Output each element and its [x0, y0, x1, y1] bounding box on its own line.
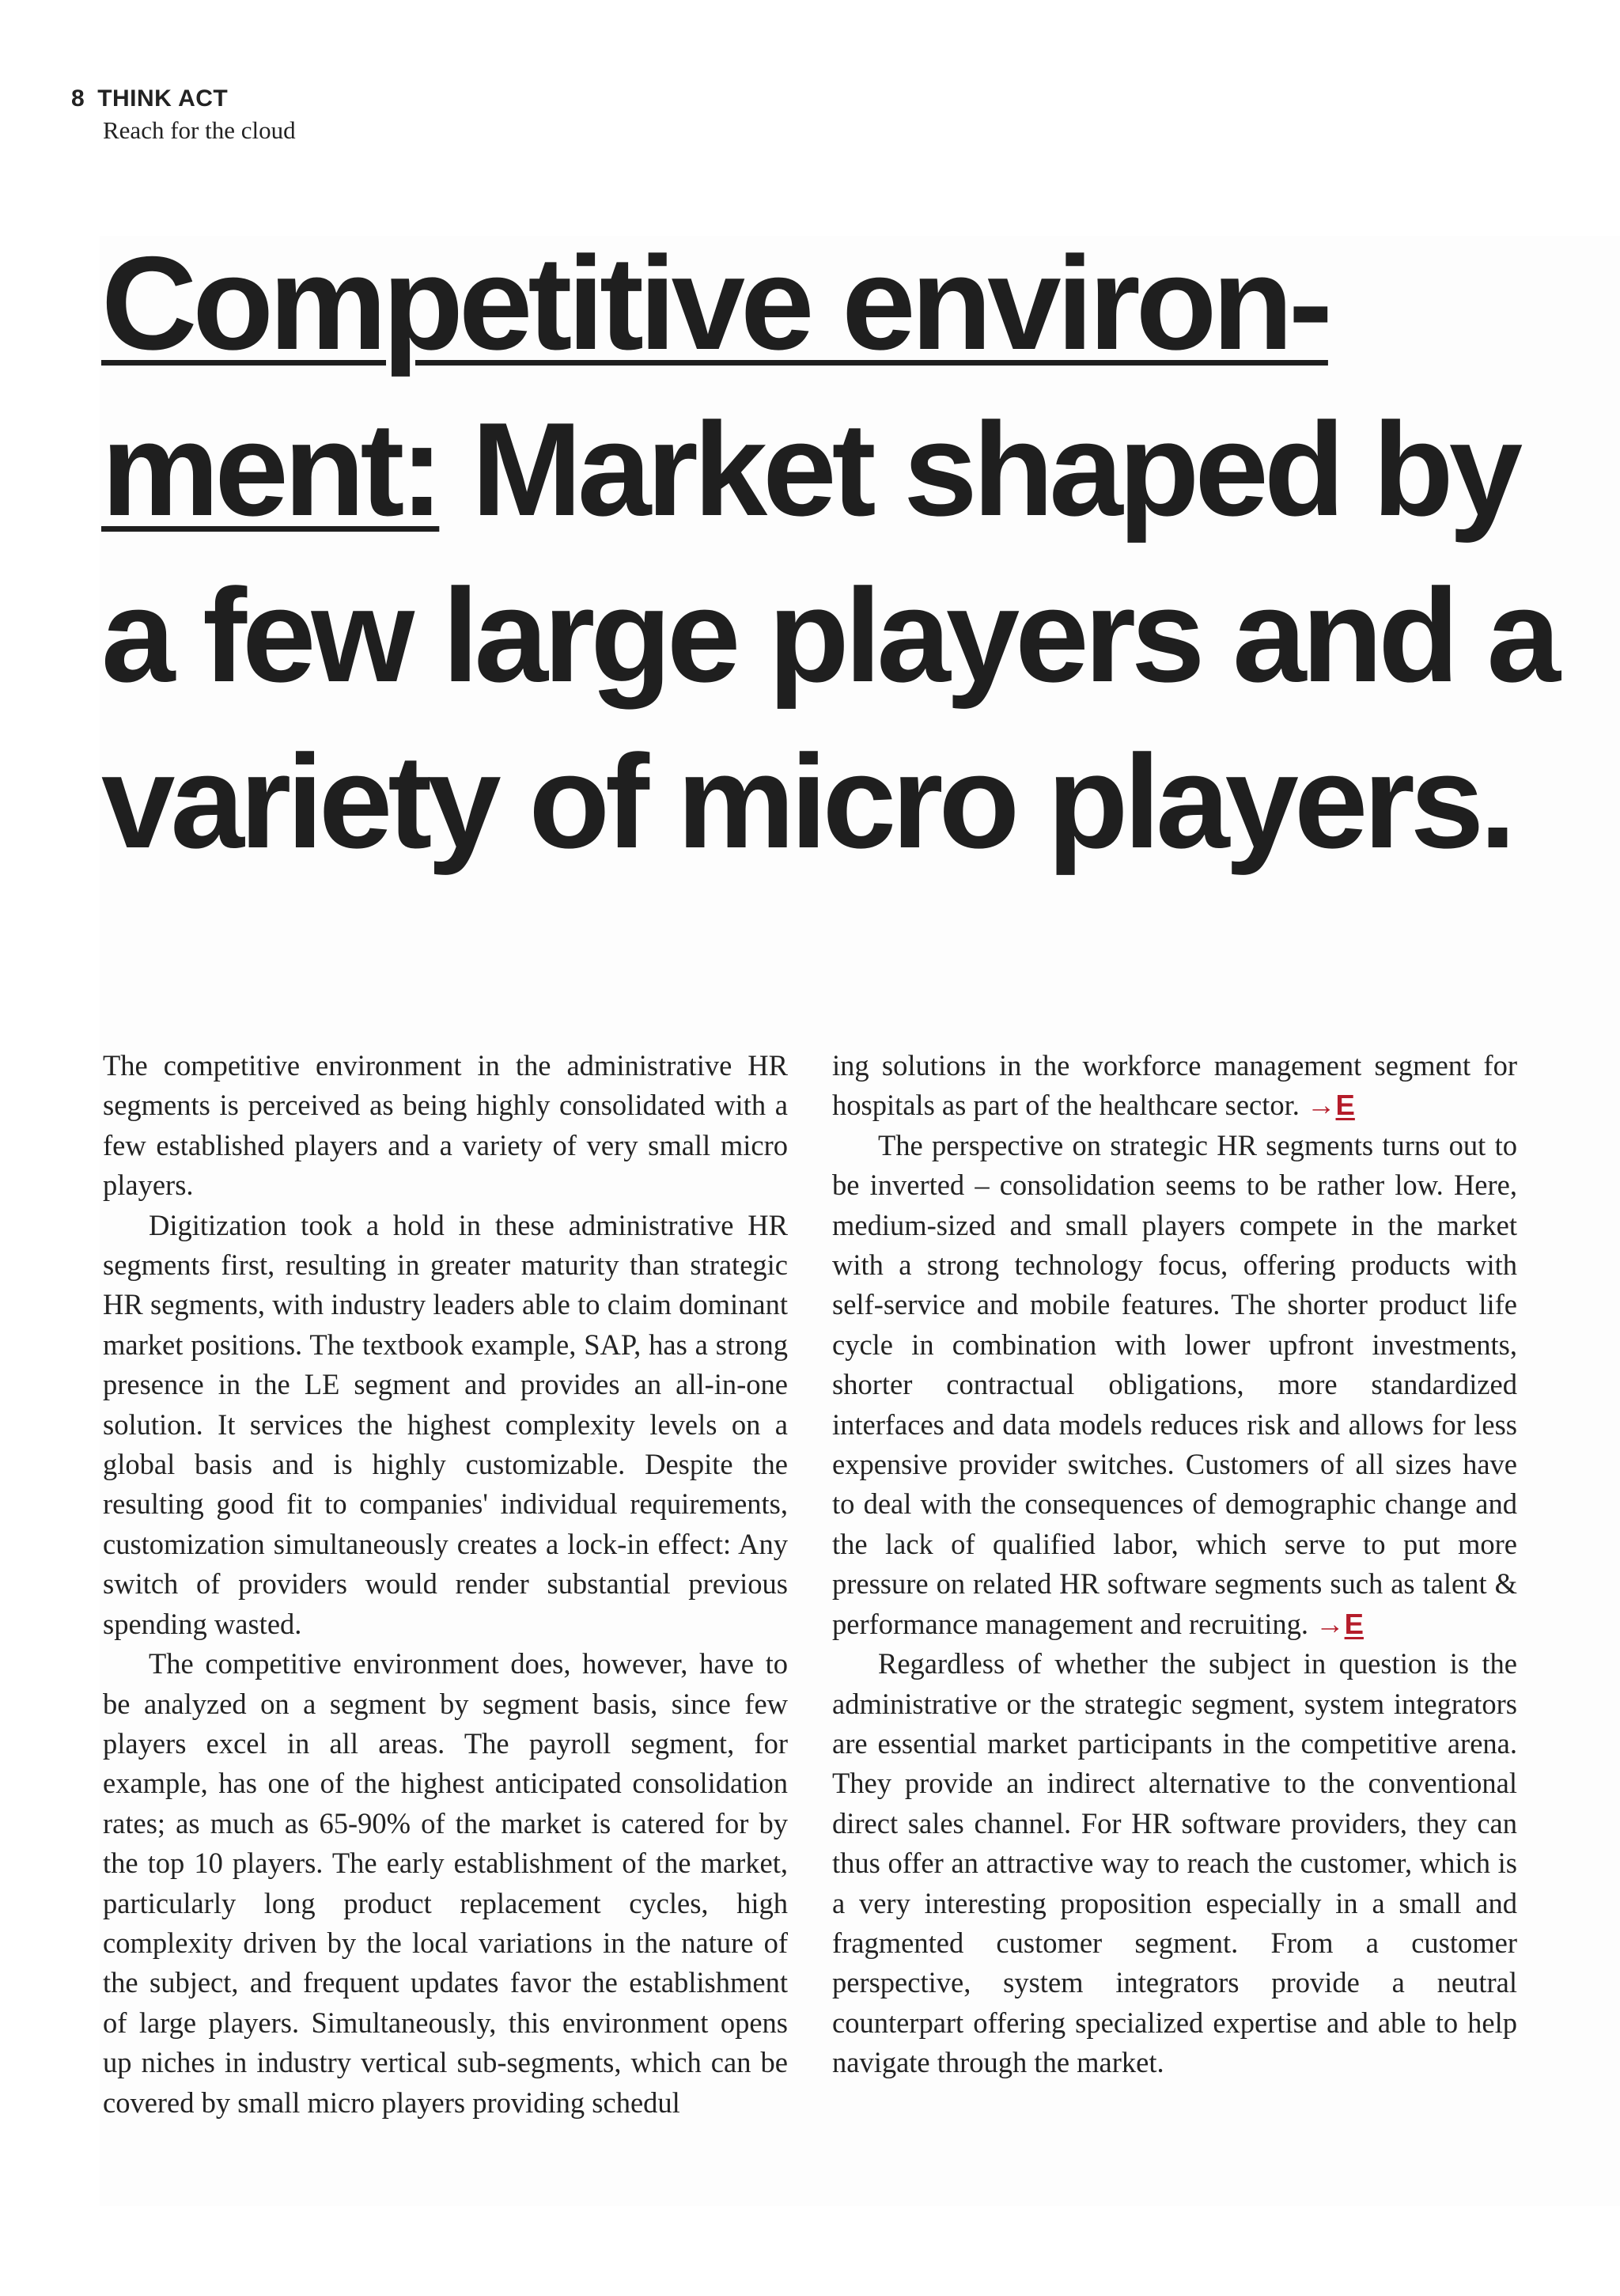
reference-link-e[interactable] [1315, 1608, 1364, 1640]
body-paragraph-text: The perspective on strategic HR segments turns out to be inverted – consolidation seems to be rather low. Here, medium-sized and small players compete in the market with a strong technology focus, offering products with self-service and mobile features. The shorter product life cycle in combination with lower upfront investments, shorter contractual obligations, more standardized interfaces and data models reduces risk and allows for less expensive provider switches. Customers of all sizes have to deal with the consequences of demographic change and the lack of qualified labor, which serve to put more pressure on related HR software segments such as talent & performance management and recruiting. [832, 1128, 1517, 1640]
headline-underlined-part-2: ment: [101, 395, 440, 544]
headline-line-4: variety of micro players. [101, 727, 1512, 876]
page-title [101, 220, 1556, 885]
body-paragraph-with-reference [832, 1126, 1517, 1644]
header-line [71, 83, 296, 115]
headline-line-1 [101, 220, 1525, 386]
page-number: 8 [71, 85, 85, 112]
reference-letter: E [1344, 1607, 1364, 1640]
body-paragraph: Regardless of whether the subject in question is the administrative or the strategic segment, system integrators are essential market participants in the competitive arena. They provide an indirect alternative to the conventional direct sales channel. For HR software providers, they can thus offer an attractive way to reach the customer, which is a very interesting proposition especially in a small and fragmented customer segment. From a customer perspective, system integrators provide a neutral counterpart offering specialized expertise and able to help navigate through the market. [832, 1647, 1517, 2079]
headline-line-2-rest: Market shaped by [439, 395, 1519, 544]
publication-name: THINK ACT [97, 85, 229, 112]
headline-underlined-part-1: Competitive environ- [101, 229, 1328, 377]
running-header [71, 83, 296, 146]
body-paragraph-with-reference [832, 1046, 1517, 1126]
reference-link-e[interactable] [1307, 1089, 1355, 1121]
reference-letter: E [1335, 1089, 1355, 1122]
body-paragraph: The competitive environment does, however, have to be analyzed on a segment by segment basis, since few players excel in all areas. The payroll segment, for example, has one of the highest anticipated consolidation rates; as much as 65-90% of the market is catered for by the top 10 players. The early establishment of the market, particularly long product replacement cycles, high complexity driven by the local variations in the nature of the subject, and frequent updates favor the establishment of large players. Simultaneously, this environment opens up niches in industry vertical sub-segments, which can be covered by small micro players providing schedul [103, 1647, 788, 2119]
headline-line-2 [101, 386, 1525, 552]
body-paragraph: The competitive environment in the administrative HR segments is perceived as being highly consolidated with a few established players and a variety of very small micro players. [103, 1049, 788, 1202]
body-paragraph: Digitization took a hold in these administrative HR segments first, resulting in greater maturity than strategic HR segments, with industry leaders able to claim dominant market positions. The textbook example, SAP, has a strong presence in the LE segment and provides an all-in-one solution. It services the highest complexity levels on a global basis and is highly customizable. Despite the resulting good fit to companies' individual requirements, customization simultaneously creates a lock-in effect: Any switch of providers would render substantial previous spending wasted. [103, 1208, 788, 1640]
arrow-right-icon: → [1307, 1089, 1336, 1122]
publication-subtitle: Reach for the cloud [103, 116, 296, 144]
body-paragraph-text: ing solutions in the workforce management segment for hospitals as part of the healthcare sector. [832, 1049, 1517, 1122]
body-column-right [832, 1046, 1517, 2083]
headline-line-3: a few large players and a [101, 561, 1556, 710]
arrow-right-icon: → [1315, 1607, 1345, 1640]
body-column-left [103, 1046, 788, 2123]
